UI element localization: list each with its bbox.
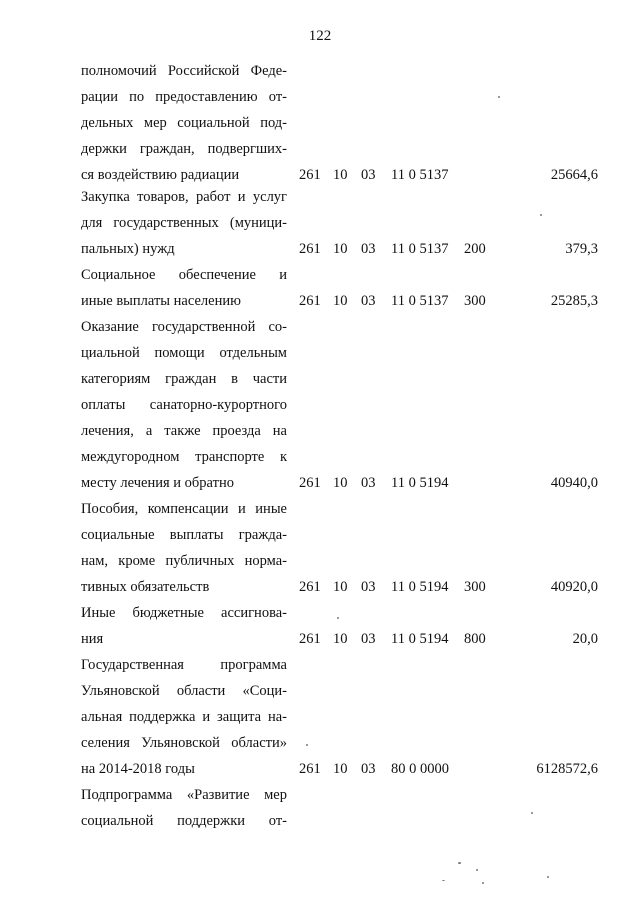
description-line: Оказание государственной со- (81, 319, 287, 335)
scan-speck (476, 869, 478, 871)
section-code: 10 (333, 167, 348, 183)
ved-code: 261 (299, 167, 321, 183)
scan-speck (306, 744, 308, 746)
description-line: оплаты санаторно-курортного (81, 397, 287, 413)
row-description (81, 782, 287, 834)
description-line: междугородном транспорте к (81, 449, 287, 465)
target-article-code: 11 0 5137 (391, 241, 449, 257)
subsection-code: 03 (361, 167, 376, 183)
amount: 20,0 (572, 631, 598, 647)
description-line: пальных) нужд (81, 241, 175, 257)
description-line: Закупка товаров, работ и услуг (81, 189, 287, 205)
scan-speck (442, 880, 445, 881)
target-article-code: 11 0 5137 (391, 167, 449, 183)
section-code: 10 (333, 631, 348, 647)
description-line: Пособия, компенсации и иные (81, 501, 287, 517)
target-article-code: 80 0 0000 (391, 761, 449, 777)
row-description (81, 58, 287, 188)
section-code: 10 (333, 293, 348, 309)
description-line: категориям граждан в части (81, 371, 287, 387)
description-line: селения Ульяновской области» (81, 735, 287, 751)
amount: 25285,3 (550, 293, 598, 309)
ved-code: 261 (299, 241, 321, 257)
expense-type-code: 200 (464, 241, 486, 257)
amount: 40940,0 (550, 475, 598, 491)
expense-type-code: 300 (464, 579, 486, 595)
target-article-code: 11 0 5137 (391, 293, 449, 309)
description-line: на 2014-2018 годы (81, 761, 195, 777)
description-line: Государственная программа (81, 657, 287, 673)
description-line: Подпрограмма «Развитие мер (81, 787, 287, 803)
description-line: лечения, а также проезда на (81, 423, 287, 439)
description-line: ся воздействию радиации (81, 167, 240, 183)
row-description (81, 600, 287, 652)
description-line: Социальное обеспечение и (81, 267, 287, 283)
subsection-code: 03 (361, 241, 376, 257)
row-description (81, 652, 287, 782)
description-line: Ульяновской области «Соци- (81, 683, 287, 699)
row-description (81, 496, 287, 600)
description-line: держки граждан, подвергших- (81, 141, 287, 157)
description-line: нам, кроме публичных норма- (81, 553, 287, 569)
description-line: социальные выплаты гражда- (81, 527, 287, 543)
section-code: 10 (333, 761, 348, 777)
amount: 379,3 (565, 241, 598, 257)
description-line: тивных обязательств (81, 579, 210, 595)
description-line: для государственных (муници- (81, 215, 287, 231)
description-line: иные выплаты населению (81, 293, 241, 309)
scan-speck (498, 96, 500, 98)
description-line: месту лечения и обратно (81, 475, 234, 491)
section-code: 10 (333, 579, 348, 595)
scan-speck (547, 876, 549, 878)
description-line: рации по предоставлению от- (81, 89, 287, 105)
expense-type-code: 800 (464, 631, 486, 647)
subsection-code: 03 (361, 761, 376, 777)
description-line: дельных мер социальной под- (81, 115, 287, 131)
scan-speck (531, 812, 533, 814)
scan-speck (482, 882, 484, 884)
row-description (81, 184, 287, 262)
ved-code: 261 (299, 293, 321, 309)
target-article-code: 11 0 5194 (391, 475, 449, 491)
row-description (81, 314, 287, 496)
expense-type-code: 300 (464, 293, 486, 309)
scan-speck (540, 214, 542, 216)
description-line: циальной помощи отдельным (81, 345, 287, 361)
amount: 40920,0 (550, 579, 598, 595)
amount: 6128572,6 (536, 761, 598, 777)
subsection-code: 03 (361, 579, 376, 595)
description-line: ния (81, 631, 104, 647)
scan-speck (458, 862, 461, 864)
page-number: 122 (308, 28, 332, 44)
ved-code: 261 (299, 761, 321, 777)
section-code: 10 (333, 475, 348, 491)
amount: 25664,6 (550, 167, 598, 183)
description-line: Иные бюджетные ассигнова- (81, 605, 287, 621)
subsection-code: 03 (361, 475, 376, 491)
target-article-code: 11 0 5194 (391, 631, 449, 647)
ved-code: 261 (299, 631, 321, 647)
section-code: 10 (333, 241, 348, 257)
scan-speck (337, 617, 339, 619)
subsection-code: 03 (361, 631, 376, 647)
subsection-code: 03 (361, 293, 376, 309)
ved-code: 261 (299, 579, 321, 595)
description-line: альная поддержка и защита на- (81, 709, 287, 725)
row-description (81, 262, 287, 314)
ved-code: 261 (299, 475, 321, 491)
description-line: социальной поддержки от- (81, 813, 287, 829)
target-article-code: 11 0 5194 (391, 579, 449, 595)
description-line: полномочий Российской Феде- (81, 63, 287, 79)
